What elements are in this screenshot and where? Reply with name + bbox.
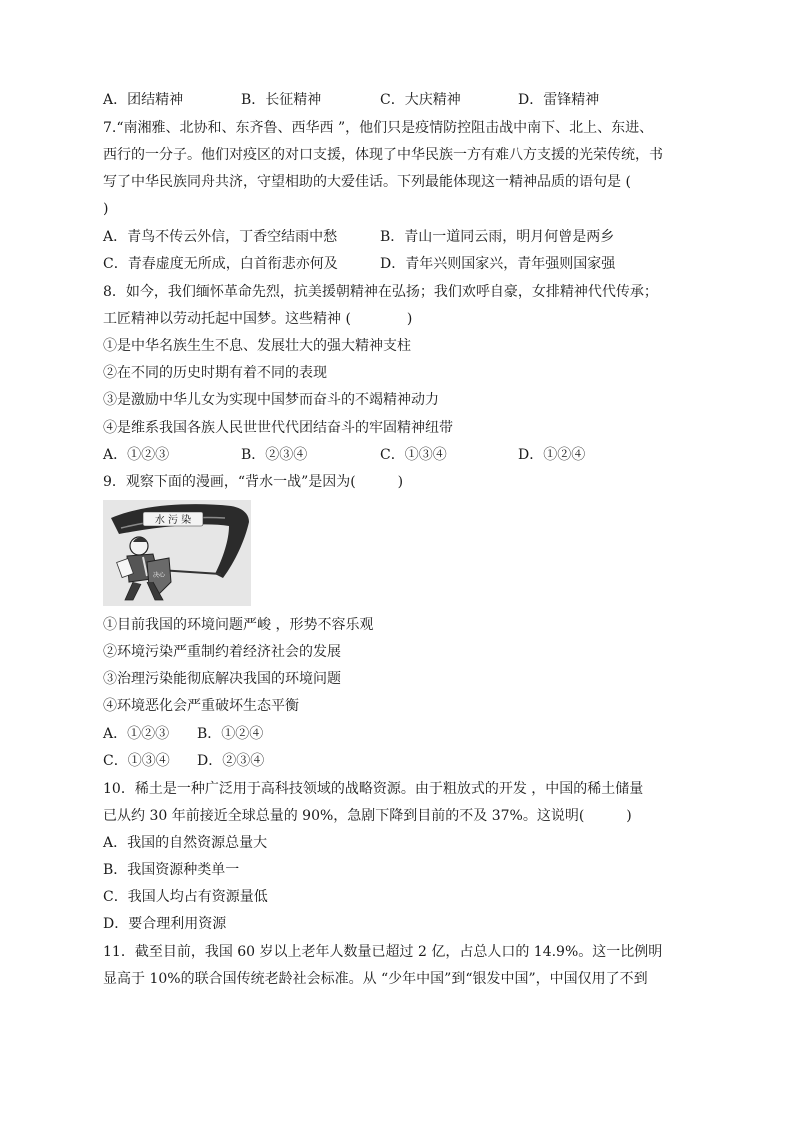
q11-stem-line-2: 显高于 10%的联合国传统老龄社会标准。从 “少年中国”到“银发中国”，中国仅用了不到 xyxy=(103,971,648,987)
q7-stem-line-2: 西行的一分子。他们对疫区的对口支援，体现了中华民族一方有难八方支援的光荣传统，书 xyxy=(103,147,663,163)
q9-option-d: D．②③④ xyxy=(197,753,265,769)
q7-option-b: B．青山一道同云雨，明月何曾是两乡 xyxy=(380,229,615,245)
q10-option-d: D．要合理利用资源 xyxy=(103,916,227,932)
q8-option-b: B．②③④ xyxy=(241,447,308,463)
q7-stem-line-3: 写了中华民族同舟共济，守望相助的大爱佳话。下列最能体现这一精神品质的语句是 ( xyxy=(103,174,631,190)
q9-statement-4: ④环境恶化会严重破坏生态平衡 xyxy=(103,698,299,714)
q6-option-d: D．雷锋精神 xyxy=(518,92,600,108)
q11-stem-line-1: 11．截至目前，我国 60 岁以上老年人数量已超过 2 亿，占总人口的 14.9%。这一比例明 xyxy=(103,944,663,960)
q10-stem-line-1: 10．稀土是一种广泛用于高科技领域的战略资源。由于粗放式的开发 ，中国的稀土储量 xyxy=(103,781,644,797)
q9-option-a: A．①②③ xyxy=(103,726,170,742)
q7-stem-line-4: ) xyxy=(103,201,109,217)
q8-stem-line-1: 8．如今，我们缅怀革命先烈，抗美援朝精神在弘扬；我们欢呼自豪，女排精神代代传承； xyxy=(103,284,658,300)
q8-option-c: C．①③④ xyxy=(380,447,447,463)
q6-option-c: C．大庆精神 xyxy=(380,92,461,108)
q9-statement-1: ①目前我国的环境问题严峻 ，形势不容乐观 xyxy=(103,617,374,633)
q10-stem-line-2: 已从约 30 年前接近全球总量的 90%，急剧下降到目前的不及 37%。这说明( ) xyxy=(103,808,632,824)
q7-stem-line-1: 7.“南湘雅、北协和、东齐鲁、西华西 ”，他们只是疫情防控阻击战中南下、北上、东进、 xyxy=(103,120,654,136)
q9-option-b: B．①②④ xyxy=(197,726,264,742)
q6-option-a: A．团结精神 xyxy=(103,92,184,108)
q8-statement-4: ④是维系我国各族人民世世代代团结奋斗的牢固精神纽带 xyxy=(103,420,453,436)
q7-option-a: A．青鸟不传云外信，丁香空结雨中愁 xyxy=(103,229,338,245)
q7-option-d: D．青年兴则国家兴，青年强则国家强 xyxy=(380,256,616,272)
q9-statement-3: ③治理污染能彻底解决我国的环境问题 xyxy=(103,671,341,687)
q8-stem-line-2: 工匠精神以劳动托起中国梦。这些精神 ( ) xyxy=(103,311,413,327)
water-pollution-cartoon xyxy=(103,500,251,606)
q9-statement-2: ②环境污染严重制约着经济社会的发展 xyxy=(103,644,341,660)
q8-statement-1: ①是中华名族生生不息、发展壮大的强大精神支柱 xyxy=(103,338,411,354)
cartoon-shield-text: 决心 xyxy=(152,572,166,579)
q10-option-c: C．我国人均占有资源量低 xyxy=(103,889,268,905)
q8-statement-2: ②在不同的历史时期有着不同的表现 xyxy=(103,365,327,381)
q6-option-b: B．长征精神 xyxy=(241,92,322,108)
q10-option-b: B．我国资源种类单一 xyxy=(103,862,240,878)
cartoon-banner-text: 水 污 染 xyxy=(154,515,192,526)
q7-option-c: C．青春虚度无所成，白首衔悲亦何及 xyxy=(103,256,338,272)
q10-option-a: A．我国的自然资源总量大 xyxy=(103,835,268,851)
q8-option-d: D．①②④ xyxy=(518,447,586,463)
q8-statement-3: ③是激励中华儿女为实现中国梦而奋斗的不竭精神动力 xyxy=(103,392,439,408)
q9-option-c: C．①③④ xyxy=(103,753,170,769)
q9-stem: 9．观察下面的漫画，“背水一战”是因为( ) xyxy=(103,474,404,490)
q8-option-a: A．①②③ xyxy=(103,447,170,463)
